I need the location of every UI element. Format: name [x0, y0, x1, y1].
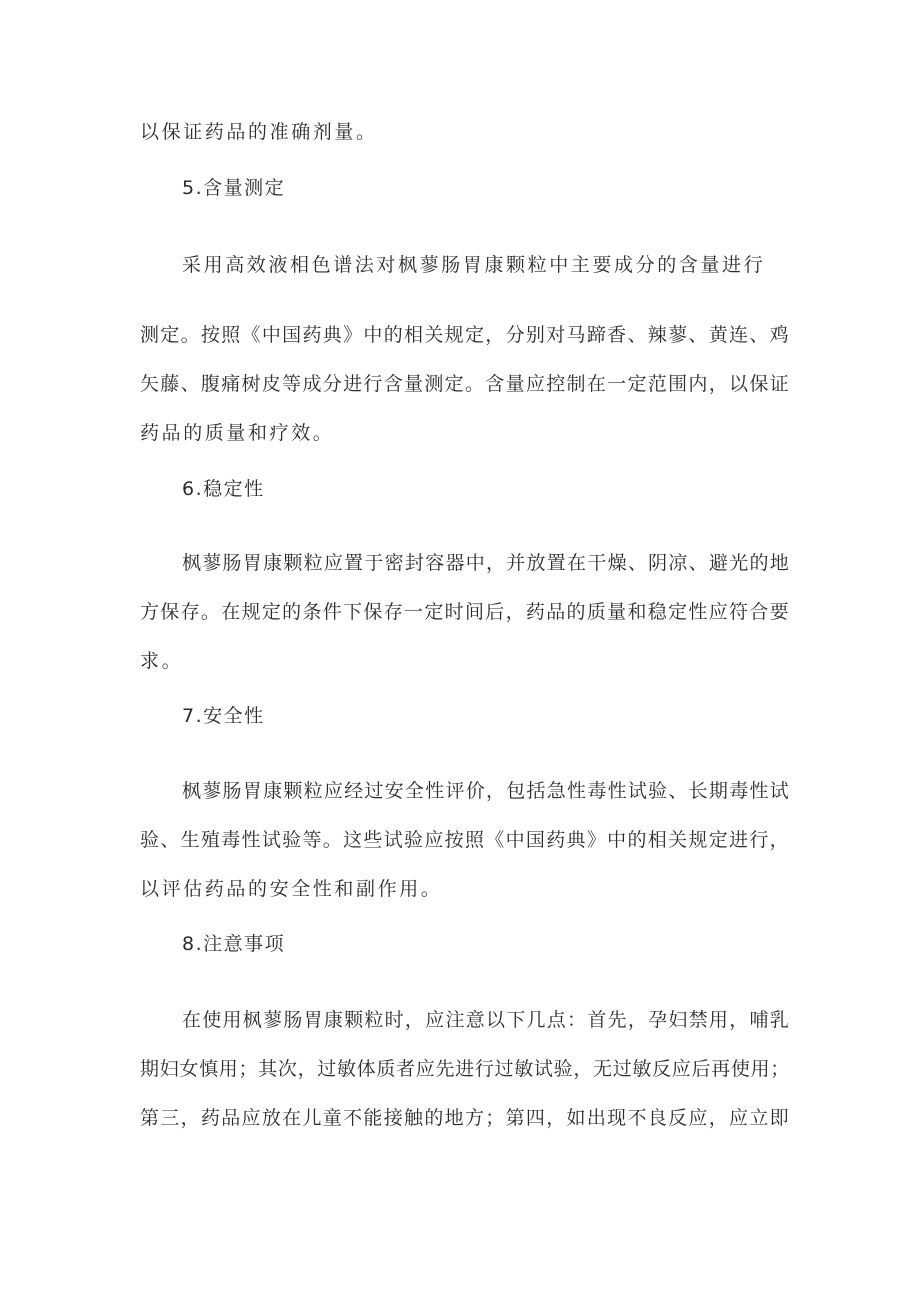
section-heading-content-determination: 5.含量测定 — [182, 177, 286, 199]
section-heading-precautions: 8.注意事项 — [182, 933, 286, 955]
paragraph-line: 枫蓼肠胃康颗粒应置于密封容器中，并放置在干燥、阴凉、避光的地 — [182, 552, 790, 574]
paragraph-line: 验、生殖毒性试验等。这些试验应按照《中国药典》中的相关规定进行， — [140, 829, 790, 851]
paragraph-line: 药品的质量和疗效。 — [140, 422, 335, 444]
section-heading-stability: 6.稳定性 — [182, 478, 265, 500]
paragraph-line: 第三，药品应放在儿童不能接触的地方；第四，如出现不良反应，应立即 — [140, 1107, 790, 1129]
paragraph-line: 枫蓼肠胃康颗粒应经过安全性评价，包括急性毒性试验、长期毒性试 — [182, 780, 790, 802]
paragraph-line: 测定。按照《中国药典》中的相关规定，分别对马蹄香、辣蓼、黄连、鸡 — [140, 324, 790, 346]
paragraph-line: 求。 — [140, 650, 184, 672]
paragraph-line: 在使用枫蓼肠胃康颗粒时，应注意以下几点：首先，孕妇禁用，哺乳 — [182, 1009, 790, 1031]
paragraph-line: 以保证药品的准确剂量。 — [140, 121, 378, 143]
paragraph-line: 采用高效液相色谱法对枫蓼肠胃康颗粒中主要成分的含量进行 — [182, 254, 766, 276]
section-heading-safety: 7.安全性 — [182, 705, 265, 727]
paragraph-line: 方保存。在规定的条件下保存一定时间后，药品的质量和稳定性应符合要 — [140, 601, 790, 623]
paragraph-line: 以评估药品的安全性和副作用。 — [140, 878, 443, 900]
paragraph-line: 矢藤、腹痛树皮等成分进行含量测定。含量应控制在一定范围内，以保证 — [140, 373, 790, 395]
paragraph-line: 期妇女慎用；其次，过敏体质者应先进行过敏试验，无过敏反应后再使用； — [140, 1058, 790, 1080]
